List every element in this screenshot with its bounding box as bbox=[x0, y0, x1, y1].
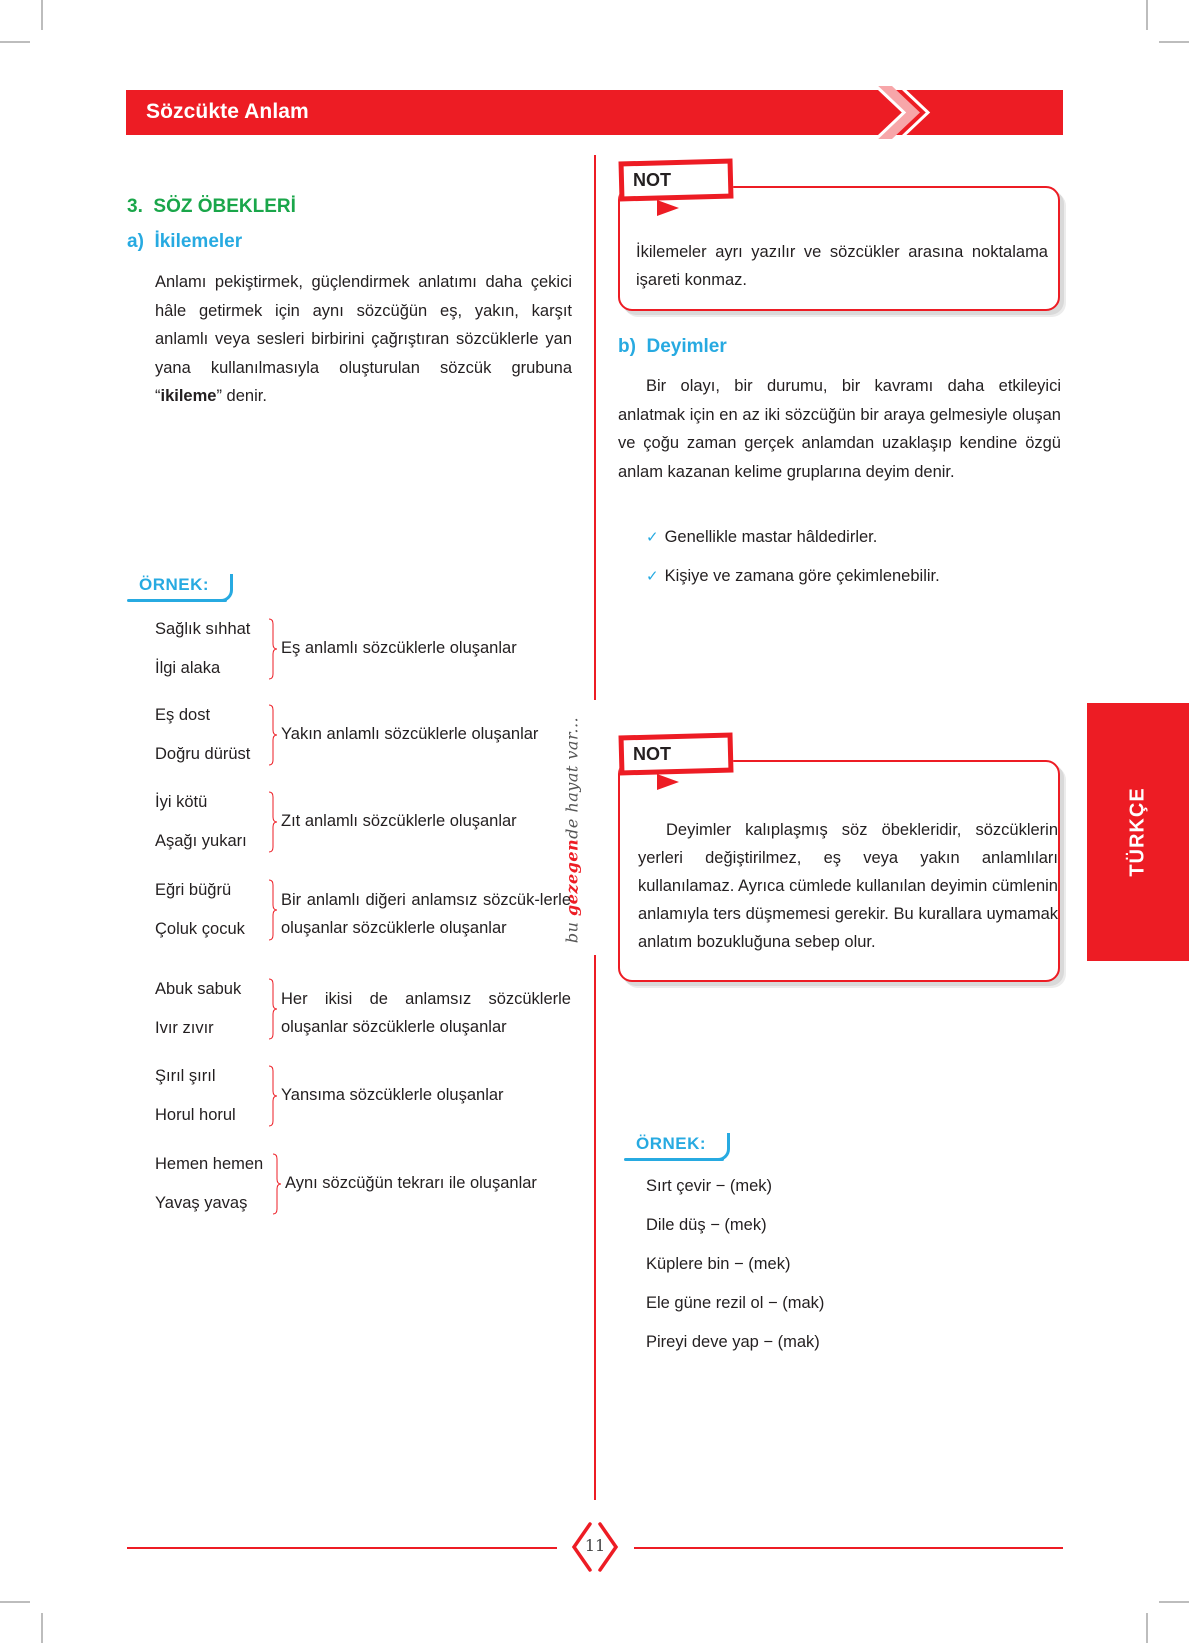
ikileme-example-description: Aynı sözcüğün tekrarı ile oluşanlar bbox=[285, 1174, 537, 1192]
subsection-title-ikilemeler: a) İkilemeler bbox=[127, 231, 243, 252]
deyim-definition: Bir olayı, bir durumu, bir kavramı daha etkileyici anlatmak için en az iki sözcüğün bir araya gelmesiyle oluşan ve çoğu zaman gerçek anlamdan uzaklaşıp kendine özgü anlam kazanan kelime gruplarına deyim denir. bbox=[618, 377, 1061, 481]
crop-mark bbox=[1159, 1601, 1189, 1603]
crop-mark bbox=[0, 1601, 30, 1603]
column-divider bbox=[594, 955, 596, 1500]
crop-mark bbox=[0, 41, 30, 43]
ikileme-word: İlgi alaka bbox=[155, 659, 221, 677]
page-number: 11 bbox=[584, 1536, 606, 1555]
crop-mark bbox=[41, 1613, 43, 1643]
ikileme-example-description: Eş anlamlı sözcüklerle oluşanlar bbox=[281, 639, 517, 657]
ikileme-word: Çoluk çocuk bbox=[155, 920, 245, 938]
ikileme-example-description: Bir anlamlı diğeri anlamsız sözcük-lerle oluşanlar sözcüklerle oluşanlar bbox=[281, 891, 571, 937]
crop-mark bbox=[1159, 41, 1189, 43]
ikileme-word: Doğru dürüst bbox=[155, 745, 251, 763]
footer-rule bbox=[634, 1547, 1063, 1549]
ikileme-definition: Anlamı pekiştirmek, güçlendirmek anlatımı daha çekici hâle getirmek için aynı sözcüğün eş, yakın, karşıt anlamlı veya sesleri birbirini çağrıştıran sözcüklerle yan yana kullanılmasıyla oluşturulan sözcük grubuna “ikileme” denir. bbox=[155, 273, 572, 405]
footer-rule bbox=[127, 1547, 557, 1549]
subsection-title-deyimler: b) Deyimler bbox=[618, 336, 727, 357]
check-icon: ✓ bbox=[646, 529, 659, 546]
ikileme-example-description: Her ikisi de anlamsız sözcüklerle oluşanlar sözcüklerle oluşanlar bbox=[281, 990, 571, 1036]
section-title: 3. SÖZ ÖBEKLERİ bbox=[127, 196, 296, 217]
ikileme-word: Eğri büğrü bbox=[155, 881, 232, 899]
brace-icon bbox=[269, 704, 277, 766]
double-chevron-icon bbox=[856, 86, 946, 139]
flag-icon bbox=[657, 774, 679, 790]
brace-icon bbox=[269, 618, 277, 680]
brace-icon bbox=[273, 1153, 281, 1215]
crop-mark bbox=[1146, 0, 1148, 30]
brace-icon bbox=[269, 791, 277, 853]
note-text: Deyimler kalıplaşmış söz öbekleridir, sözcüklerin yerleri değiştirilmez, eş veya yakın anlamlıları kullanılamaz. Ayrıca cümlede kullanılan deyimin cümlenin anlamıyla ters düşmemesi gerekir. Bu kurallara uymamak anlatım bozukluğuna sebep olur. bbox=[638, 821, 1058, 951]
note-box bbox=[618, 744, 1060, 982]
note-tag: NOT bbox=[619, 154, 735, 204]
column-divider bbox=[594, 155, 596, 700]
example-label: ÖRNEK: bbox=[127, 574, 237, 602]
subject-tab: TÜRKÇE bbox=[1087, 703, 1189, 961]
ikileme-word: Aşağı yukarı bbox=[155, 832, 247, 850]
ikileme-word: Eş dost bbox=[155, 706, 211, 724]
ikileme-word: Horul horul bbox=[155, 1106, 236, 1124]
ikileme-example-description: Yakın anlamlı sözcüklerle oluşanlar bbox=[281, 725, 539, 743]
deyim-example: Küplere bin − (mek) bbox=[646, 1255, 791, 1273]
flag-icon bbox=[657, 200, 679, 216]
ikileme-word: Abuk sabuk bbox=[155, 980, 242, 998]
ikileme-example-description: Yansıma sözcüklerle oluşanlar bbox=[281, 1086, 504, 1104]
deyim-example: Dile düş − (mek) bbox=[646, 1216, 767, 1234]
check-list-item: ✓ Kişiye ve zamana göre çekimlenebilir. bbox=[646, 567, 940, 585]
crop-mark bbox=[41, 0, 43, 30]
check-list-item: ✓ Genellikle mastar hâldedirler. bbox=[646, 528, 878, 546]
deyim-example: Ele güne rezil ol − (mak) bbox=[646, 1294, 825, 1312]
ikileme-word: İyi kötü bbox=[155, 793, 208, 811]
crop-mark bbox=[1146, 1613, 1148, 1643]
check-icon: ✓ bbox=[646, 568, 659, 585]
example-label: ÖRNEK: bbox=[624, 1133, 734, 1161]
ikileme-word: Yavaş yavaş bbox=[155, 1194, 248, 1212]
brace-icon bbox=[269, 879, 277, 941]
note-tag: NOT bbox=[619, 728, 735, 778]
note-text: İkilemeler ayrı yazılır ve sözcükler arasına noktalama işareti konmaz. bbox=[636, 243, 1048, 289]
note-box bbox=[618, 170, 1060, 311]
ikileme-word: Ivır zıvır bbox=[155, 1019, 214, 1037]
page-number-badge bbox=[568, 1520, 622, 1574]
ikileme-word: Şırıl şırıl bbox=[155, 1067, 216, 1085]
brace-icon bbox=[269, 978, 277, 1040]
chapter-header bbox=[126, 90, 1063, 135]
deyim-example: Sırt çevir − (mek) bbox=[646, 1177, 773, 1195]
side-slogan: bu gezegende hayat var... bbox=[562, 716, 582, 944]
ikileme-example-description: Zıt anlamlı sözcüklerle oluşanlar bbox=[281, 812, 517, 830]
brace-icon bbox=[269, 1065, 277, 1127]
chapter-title: Sözcükte Anlam bbox=[146, 100, 309, 123]
ikileme-word: Sağlık sıhhat bbox=[155, 620, 251, 638]
deyim-example: Pireyi deve yap − (mak) bbox=[646, 1333, 820, 1351]
ikileme-word: Hemen hemen bbox=[155, 1155, 264, 1173]
